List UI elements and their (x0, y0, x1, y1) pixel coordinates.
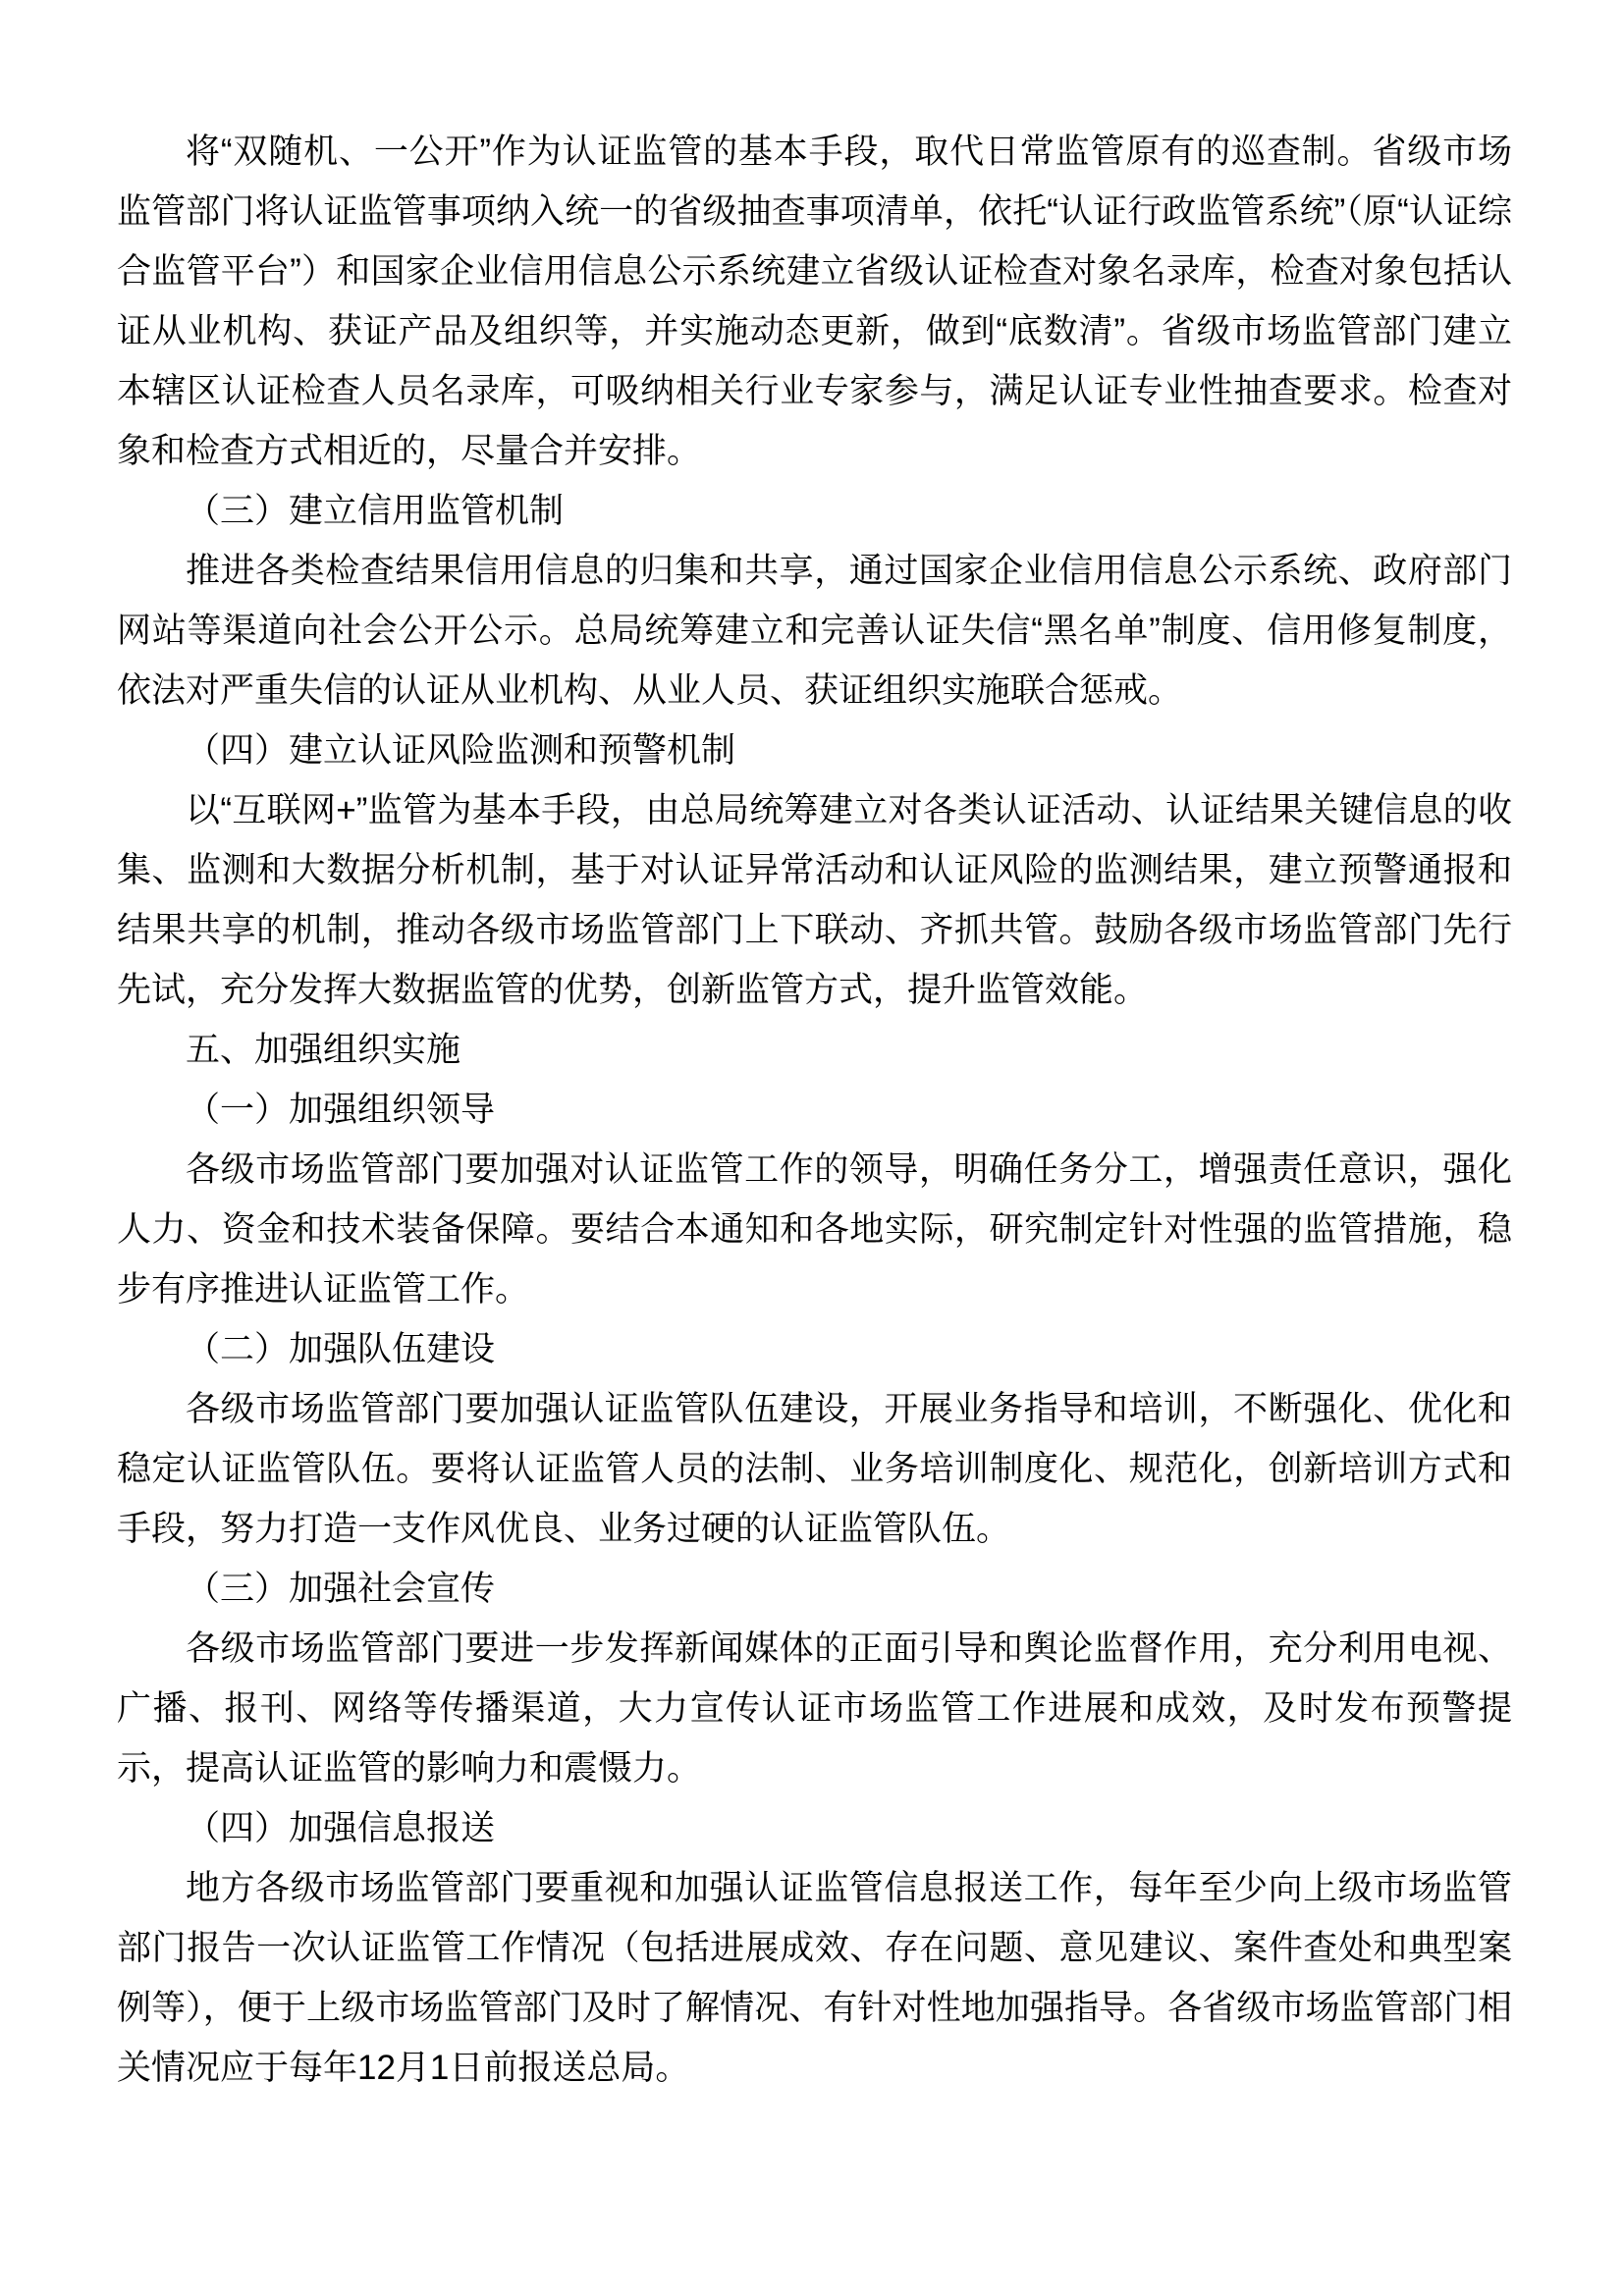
paragraph: 各级市场监管部门要加强对认证监管工作的领导，明确任务分工，增强责任意识，强化人力、资金和技术装备保障。要结合本通知和各地实际，研究制定针对性强的监管措施，稳步有序推进认证监管工作。 (117, 1150, 1512, 1308)
heading: （一）加强组织领导 (186, 1091, 496, 1129)
paragraph: 各级市场监管部门要加强认证监管队伍建设，开展业务指导和培训，不断强化、优化和稳定认证监管队伍。要将认证监管人员的法制、业务培训制度化、规范化，创新培训方式和手段，努力打造一支作风优良、业务过硬的认证监管队伍。 (117, 1390, 1512, 1548)
heading: （二）加强队伍建设 (186, 1330, 496, 1368)
paragraph: 以“互联网+”监管为基本手段，由总局统筹建立对各类认证活动、认证结果关键信息的收集、监测和大数据分析机制，基于对认证异常活动和认证风险的监测结果，建立预警通报和结果共享的机制，推动各级市场监管部门上下联动、齐抓共管。鼓励各级市场监管部门先行先试，充分发挥大数据监管的优势，创新监管方式，提升监管效能。 (117, 791, 1512, 1009)
paragraph: 将“双随机、一公开”作为认证监管的基本手段，取代日常监管原有的巡查制。省级市场监管部门将认证监管事项纳入统一的省级抽查事项清单，依托“认证行政监管系统”（原“认证综合监管平台”）和国家企业信用信息公示系统建立省级认证检查对象名录库，检查对象包括认证从业机构、获证产品及组织等，并实施动态更新，做到“底数清”。省级市场监管部门建立本辖区认证检查人员名录库，可吸纳相关行业专家参与，满足认证专业性抽查要求。检查对象和检查方式相近的，尽量合并安排。 (117, 133, 1512, 470)
heading: （三）建立信用监管机制 (186, 492, 565, 530)
heading: （四）建立认证风险监测和预警机制 (186, 731, 736, 770)
heading: （三）加强社会宣传 (186, 1570, 496, 1608)
heading: （四）加强信息报送 (186, 1809, 496, 1847)
paragraph: 推进各类检查结果信用信息的归集和共享，通过国家企业信用信息公示系统、政府部门网站等渠道向社会公开公示。总局统筹建立和完善认证失信“黑名单”制度、信用修复制度，依法对严重失信的认证从业机构、从业人员、获证组织实施联合惩戒。 (117, 552, 1512, 710)
heading: 五、加强组织实施 (186, 1031, 461, 1069)
paragraph: 地方各级市场监管部门要重视和加强认证监管信息报送工作，每年至少向上级市场监管部门报告一次认证监管工作情况（包括进展成效、存在问题、意见建议、案件查处和典型案例等），便于上级市场监管部门及时了解情况、有针对性地加强指导。各省级市场监管部门相关情况应于每年12月1日前报送总局。 (117, 1869, 1512, 2087)
document-body (117, 122, 1512, 2098)
paragraph: 各级市场监管部门要进一步发挥新闻媒体的正面引导和舆论监督作用，充分利用电视、广播、报刊、网络等传播渠道，大力宣传认证市场监管工作进展和成效，及时发布预警提示，提高认证监管的影响力和震慑力。 (117, 1629, 1512, 1788)
